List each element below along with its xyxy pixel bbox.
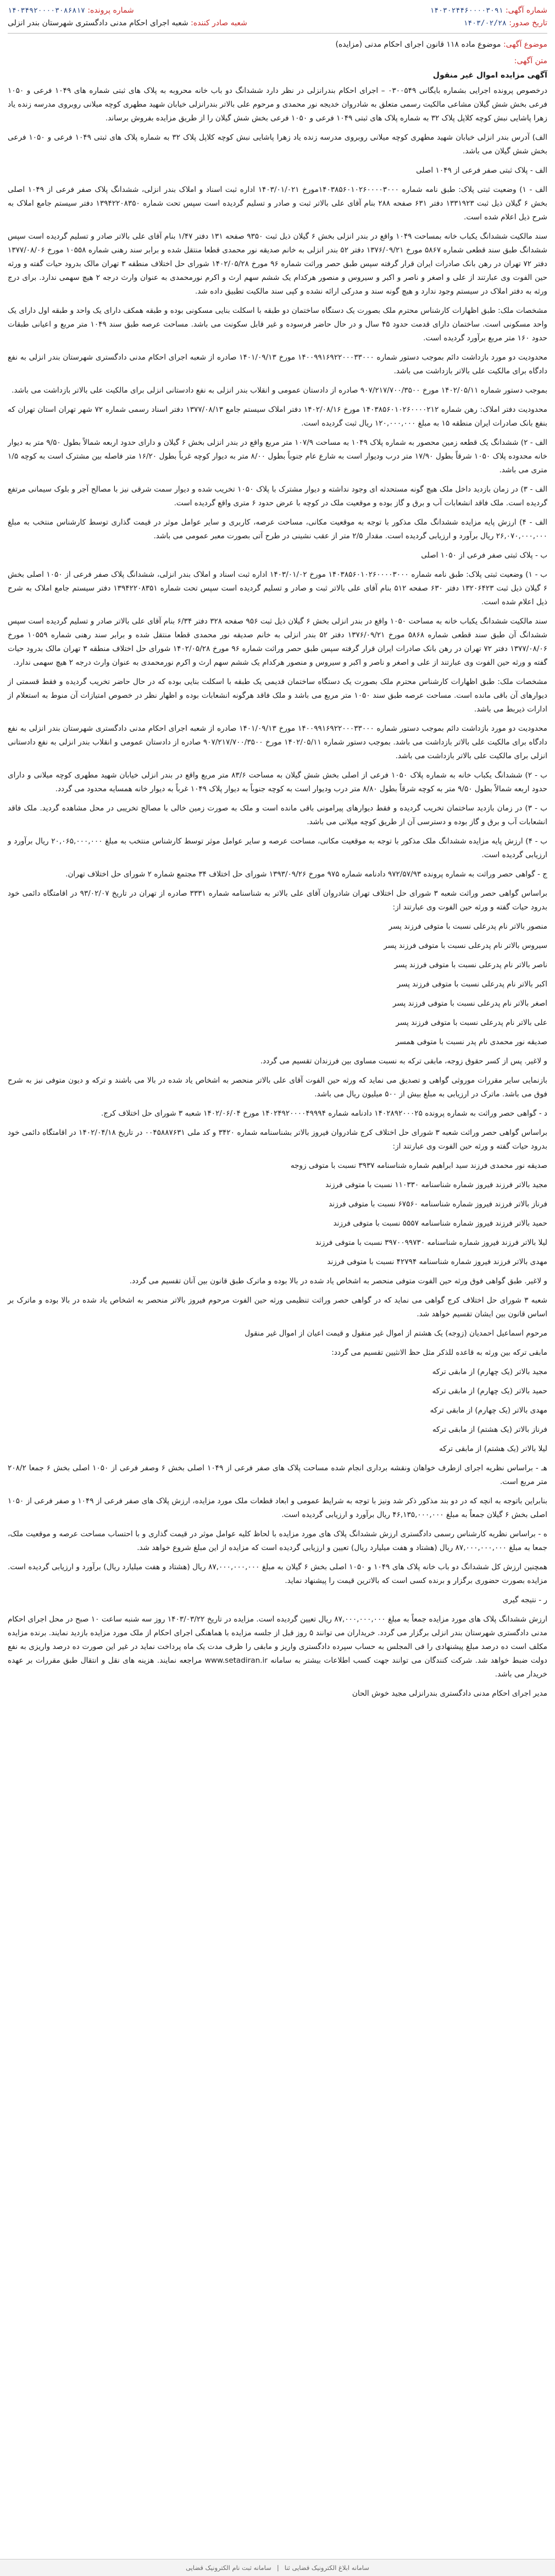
notice-paragraph: ر - نتیجه گیری: [502, 1596, 547, 1604]
notice-paragraph: الف - ۴) ارزش پایه مزایده ششدانگ ملک مذکور با توجه به موقعیت مکانی، مساحت عرصه، کاربری و سایر عوامل موثر در قیمت گذاری توسط کارشناس منتخب به مبلغ ۲۶,۰۷۰,۰۰۰,۰۰۰ ریال برآورد و ارزیابی گردیده است. مقدار ۲/۵ متر از عقب نشینی در طرح آتی بصورت معبر عمومی می باشد.: [8, 518, 547, 540]
notice-paragraph: حمید بالاتر فرزند فیروز شماره شناسنامه ۵۵۵۷ نسبت با متوفی فرزند: [333, 1219, 547, 1228]
notice-header: [8, 4, 547, 30]
notice-paragraph: ب - ۴) ارزش پایه مزایده ششدانگ ملک مذکور با توجه به موقعیت مکانی، مساحت عرصه و سایر عوامل موثر توسط کارشناس منتخب به مبلغ ۲۰,۰۶۵,۰۰۰,۰۰۰ ریال برآورد و ارزیابی گردیده است.: [8, 837, 547, 859]
notice-number: ۱۴۰۳۰۲۴۴۶۰۰۰۰۳۰۹۱: [430, 7, 503, 15]
footer-link-registration[interactable]: سامانه ثبت نام الکترونیک قضایی: [186, 2564, 271, 2572]
notice-body: [8, 84, 547, 1701]
notice-paragraph: ارزش ششدانگ پلاک های مورد مزایده جمعاً به مبلغ ۸۷,۰۰۰,۰۰۰,۰۰۰ ریال تعیین گردیده است. مزایده در تاریخ ۱۴۰۳/۰۳/۲۲ روز سه شنبه ساعت ۱۰ صبح در محل اجرای احکام مدنی دادگستری شهرستان بندر انزلی برگزار می گردد. خریداران می توانند ۵ روز قبل از جلسه مزایده با هماهنگی اجرای احکام از ملک مورد مزایده بازدید نمایند. برنده مزایده مکلف است ده درصد مبلغ پیشنهادی را فی المجلس به حساب سپرده دادگستری واریز و مابقی را ظرف مدت یک ماه پرداخت نماید در غیر این صورت ده درصد واریزی به نفع دولت ضبط خواهد شد. شرکت کنندگان می توانند جهت کسب اطلاعات بیشتر به سامانه www.setadiran.ir مراجعه نمایند. هزینه های نقل و انتقال طبق مقررات بر عهده خریدار می باشد.: [8, 1615, 548, 1679]
notice-number-label: شماره آگهی:: [505, 6, 547, 15]
notice-paragraph: ب - ۳) در زمان بازدید ساختمان تخریب گردیده و فقط دیوارهای پیرامونی باقی مانده است و ملک به صورت زمین خالی با مصالح تخریبی در محل مشاهده گردید. ملک فاقد انشعابات آب و برق و گاز بوده و دسترسی آن از طریق کوچه میلانی می باشد.: [8, 804, 547, 826]
notice-paragraph: بازنمایی سایر مقررات موروثی گواهی و تصدیق می نماید که ورثه حین الفوت آقای علی بالاتر منحصر به اشخاص یاد شده در بالا می باشند و ترکه و دیون متوفی نیز به شرح فوق می باشد. ماترک در ارزیابی به مبلغ بیش از ۵۰۰ میلیون ریال می باشد.: [8, 1076, 547, 1099]
notice-paragraph: مجید بالاتر (یک چهارم) از مابقی ترکه: [432, 1367, 547, 1376]
notice-paragraph: صدیقه نور محمدی نام پدر نسبت با متوفی همسر: [395, 1038, 547, 1046]
topic-label: موضوع آگهی:: [503, 40, 547, 49]
notice-paragraph: ج - گواهی حصر وراثت به شماره پرونده ۹۷۲/۵۷/۹۳ دادنامه شماره ۹۷۵ مورخ ۱۳۹۳/۰۹/۲۶ شورای حل اختلاف ۳۴ مجتمع شماره ۲ شورای حل اختلاف تهران.: [65, 870, 547, 879]
notice-paragraph: و لاغیر. پس از کسر حقوق زوجه، مابقی ترکه به نسبت مساوی بین فرزندان تقسیم می گردد.: [260, 1057, 547, 1066]
notice-paragraph: لیلا بالاتر (یک هشتم) از مابقی ترکه: [439, 1444, 547, 1453]
text-label: متن آگهی:: [514, 57, 547, 65]
header-left: [8, 4, 247, 29]
notice-paragraph: هـ - براساس نظریه اجرای ازطرف خواهان ونقشه برداری انجام شده مساحت پلاک های صفر فرعی از ۱۰۴۹ اصلی بخش ۶ وصفر فرعی از ۱۰۵۰ اصلی بخش ۶ جمعا ۲۰۸/۲ متر مربع است.: [8, 1464, 547, 1486]
issuer-name: شعبه اجرای احکام مدنی دادگستری شهرستان بندر انزلی: [8, 19, 188, 27]
notice-paragraph: الف - ۲) ششدانگ یک قطعه زمین محصور به شماره پلاک ۱۰۴۹ به مساحت ۱۰۷/۹ متر مربع واقع در بندر انزلی بخش ۶ گیلان و دارای حدود اربعه شمالاً بطول ۹/۵۰ متر به دیوار خانه محدوده پلاک ۱۰۵۰ شرقاً بطول ۱۷/۹۰ متر درب ودیوار است به شارع عام جنوباً بطول ۸/۰۰ متر به دیوار کوچه غرباً بطول ۱۶/۲۰ متر فاصله بین مشترک است به کوچه ۱/۵ متری می باشد.: [8, 438, 548, 475]
page-footer: [0, 2559, 555, 2576]
footer-link-sana[interactable]: سامانه ابلاغ الکترونیک قضایی ثنا: [284, 2564, 369, 2572]
notice-paragraph: مهدی بالاتر فرزند فیروز شماره شناسنامه ۴۲۷۹۴ نسبت با متوفی فرزند: [327, 1257, 547, 1266]
notice-paragraph: صدیقه نور محمدی فرزند سید ابراهیم شماره شناسنامه ۳۹۳۷ نسبت با متوفی زوجه: [290, 1161, 547, 1170]
notice-paragraph: و لاغیر. طبق گواهی فوق ورثه حین الفوت متوفی منحصر به اشخاص یاد شده در بالا بوده و ماترک طبق قانون بین آنان تقسیم می گردد.: [129, 1277, 547, 1286]
issue-date-label: تاریخ صدور:: [509, 19, 547, 27]
notice-paragraph: سند مالکیت ششدانگ یکباب خانه به مساحت ۱۰۵۰ واقع در بندر انزلی بخش ۶ گیلان ذیل ثبت ۹۵۶ صفحه ۳۲۸ دفتر ۶/۳۴ بنام آقای علی بالاتر صادر و تسلیم گردیده است سپس ششدانگ آن طبق سند قطعی شماره ۵۸۶۸ مورخ ۱۳۷۶/۰۹/۲۱ دفتر ۵۲ بندر انزلی به خانم صدیقه نور محمدی قطعا منتقل شده و برابر سند رهنی شماره ۱۰۵۵۹ مورخ ۱۳۷۷/۰۸/۰۶ دفتر ۷۲ تهران در رهن بانک صادرات ایران قرار گرفته سپس طبق حصر وراثت شماره ۹۶ مورخ ۱۴۰۲/۰۵/۲۸ شورای حل اختلاف منطقه ۳ تهران مالک بدرود حیات گفته و ورثه حین الفوت وی عبارتند از علی و اصغر و ناصر و اکبر و سیروس و منصور هرکدام یک ششم سهم ارث و اکرم نورمحمدی به عنوان وارث درجه ۲ هیچ سهمی ندارد.: [8, 617, 548, 667]
notice-paragraph: منصور بالاتر نام پدرعلی نسبت با متوفی فرزند پسر: [389, 922, 547, 931]
notice-paragraph: محدودیت دو مورد بازداشت دائم بموجب دستور شماره ۱۴۰۰۹۹۱۶۹۲۲۰۰۰۳۳۰۰۰ مورخ ۱۴۰۱/۰۹/۱۳ صادره از شعبه اجرای احکام مدنی دادگستری شهرستان بندر انزلی به نفع دادگاه برای مالکیت علی بالاتر بازداشت می باشد.: [8, 353, 547, 376]
notice-paragraph: مهدی بالاتر (یک چهارم) از مابقی ترکه: [430, 1406, 547, 1415]
notice-paragraph: شعبه ۳ شورای حل اختلاف کرج گواهی می نماید که در گواهی حصر وراثت تنظیمی ورثه حین الفوت مرحوم فیروز بالاتر منحصر به اشخاص یاد شده در بالا بوده و ماترک بر اساس قانون بین ایشان تقسیم خواهد شد.: [8, 1296, 547, 1319]
notice-paragraph: مابقی ترکه بین ورثه به قاعده للذکر مثل حظ الانثیین تقسیم می گردد:: [331, 1348, 547, 1357]
notice-paragraph: ب - پلاک ثبتی صفر فرعی از ۱۰۵۰ اصلی: [421, 551, 547, 560]
footer-separator: |: [276, 2564, 279, 2572]
notice-paragraph: علی بالاتر نام پدرعلی نسبت با متوفی فرزند پسر: [396, 1018, 547, 1027]
notice-paragraph: فرناز بالاتر (یک هشتم) از مابقی ترکه: [432, 1425, 547, 1434]
notice-paragraph: لیلا بالاتر فرزند فیروز شماره شناسنامه ۳۹۷۰۰۹۹۷۳۰ نسبت با متوفی فرزند: [315, 1238, 547, 1247]
notice-paragraph: مجید بالاتر فرزند فیروز شماره شناسنامه ۱۱۰۳۳۰ نسبت با متوفی فرزند: [325, 1181, 547, 1189]
notice-paragraph: اکبر بالاتر نام پدرعلی نسبت با متوفی فرزند پسر: [397, 980, 547, 989]
notice-paragraph: مرحوم اسماعیل احمدیان (زوجه) یک هشتم از اموال غیر منقول و قیمت اعیان از اموال غیر منقول: [245, 1329, 547, 1338]
notice-paragraph: بموجب دستور شماره ۱۴۰۲/۰۵/۱۱ مورخ ۹۰۷/۲۱۷/۷۰۰/۳۵۰۰ صادره از دادستان عمومی و انقلاب بندر انزلی به نفع دادستانی انزلی برای مالکیت علی بالاتر بازداشت می باشد.: [12, 386, 547, 395]
notice-paragraph: همچنین ارزش کل ششدانگ دو باب خانه پلاک های ۱۰۴۹ و ۱۰۵۰ اصلی بخش ۶ گیلان به مبلغ ۸۷,۰۰۰,۰۰۰,۰۰۰ ریال (هشتاد و هفت میلیارد ریال) برآورد و ارزیابی گردیده است. مزایده بصورت حضوری برگزار و برنده کسی است که بالاترین قیمت را پیشنهاد نماید.: [8, 1563, 547, 1585]
notice-paragraph: ه - براساس نظریه کارشناس رسمی دادگستری ارزش ششدانگ پلاک های مورد مزایده با لحاظ کلیه عوامل موثر در قیمت گذاری و با احتساب مساحت عرصه و موقعیت ملک، جمعا به مبلغ ۸۷,۰۰۰,۰۰۰,۰۰۰ ریال (هشتاد و هفت میلیارد ریال) تعیین و ارزیابی گردیده است که مزایده از این مبلغ شروع خواهد شد.: [8, 1530, 547, 1552]
notice-paragraph: الف - ۱) وضعیت ثبتی پلاک: طبق نامه شماره ۱۴۰۳۸۵۶۰۱۰۲۶۰۰۰۰۳۰۰۰مورخ ۱۴۰۳/۰۱/۰۲۱ اداره ثبت اسناد و املاک بندر انزلی، ششدانگ پلاک صفر فرعی از ۱۰۴۹ اصلی بخش ۶ گیلان ذیل ثبت ۱۳۳۱۹۲۳ دفتر ۶۳۱ صفحه ۲۸۸ بنام آقای علی بالاتر ثبت و صادر و تسلیم گردیده است سپس تحت شماره ۱۳۹۴۲۲۰۸۳۵۰ دفتر سیستم جامع املاک به شرح ذیل اعلام شده است.: [8, 185, 548, 222]
notice-paragraph: مشخصات ملک: طبق اظهارات کارشناس محترم ملک بصورت یک دستگاه ساختمان قدیمی یک طبقه با اسکلت بنایی بوده که در حال حاضر تخریب گردیده و فقط قسمتی از دیوارهای آن باقی مانده است. مساحت عرصه طبق سند ۱۰۵۰ متر مربع می باشد و ملک فاقد هرگونه انشعابات بوده و اظهار نظر در خصوص امتیازات آن منوط به استعلام از ادارات ذیربط می باشد.: [8, 677, 547, 714]
case-number: ۱۴۰۳۴۹۲۰۰۰۰۳۰۸۶۸۱۷: [8, 7, 85, 15]
notice-paragraph: سیروس بالاتر نام پدرعلی نسبت با متوفی فرزند پسر: [384, 941, 547, 950]
notice-paragraph: مشخصات ملک: طبق اظهارات کارشناس محترم ملک بصورت یک دستگاه ساختمان دو طبقه با اسکلت بنایی مسکونی بوده و طبقه همکف دارای یک واحد و طبقه اول دارای یک واحد مسکونی است. ساختمان دارای قدمت حدود ۴۵ سال و در حال حاضر فرسوده و غیر قابل سکونت می باشد. مساحت عرصه طبق سند ۱۰۴۹ متر مربع و اعیانی طبقات حدود ۱۶۰ متر مربع برآورد گردیده است.: [8, 306, 547, 343]
notice-paragraph: درخصوص پرونده اجرایی بشماره بایگانی ۰۳۰۰۵۴۹ – اجرای احکام بندرانزلی در نظر دارد ششدانگ دو باب خانه محروبه به پلاک های ثبتی شماره های ۱۰۴۹ فرعی و ۱۰۵۰ فرعی بخش شش گیلان مشاعی مالکیت رسمی متعلق به شادروان خدیجه نور محمدی و مرحوم علی بالاتر بندرانزلی خیابان شهید مطهری کوچه میلانی روبروی مدرسه زنده یاد زهرا پاشایی نبش کوچه کلاپل پلاک ۳۲ به شماره پلاک های ثبتی ۱۰۴۹ فرعی و ۱۰۵۰ فرعی بخش شش گیلان را از طریق مزایده بفروش برساند.: [8, 86, 547, 123]
notice-paragraph: سند مالکیت ششدانگ یکباب خانه بمساحت ۱۰۴۹ واقع در بندر انزلی بخش ۶ گیلان ذیل ثبت ۹۳۵۰ صفحه ۱۳۱ دفتر ۱/۴۷ بنام آقای علی بالاتر صادر و تسلیم گردیده است سپس ششدانگ طبق سند قطعی شماره ۵۸۶۷ مورخ ۱۳۷۶/۰۹/۲۱ دفتر ۵۲ بندر انزلی به خانم صدیقه نور محمدی قطعا منتقل شده و برابر سند رهنی شماره ۱۰۵۵۸ مورخ ۱۳۷۷/۰۸/۰۶ دفتر ۷۲ تهران در رهن بانک صادرات ایران قرار گرفته سپس طبق حصر وراثت شماره ۹۶ مورخ ۱۴۰۲/۰۵/۲۸ شورای حل اختلاف منطقه ۳ تهران مالک بدرود حیات گفته و ورثه حین الفوت وی عبارتند از علی و اصغر و ناصر و اکبر و سیروس و منصور هرکدام یک ششم سهم ارث و اکرم نورمحمدی به عنوان وارث درجه ۲ هیچ سهمی ندارد. برای درج ورثه به دفتر املاک در سیستم وجود ندارد و هیچ گونه سند و مدرکی ارائه نشده و کپی سند مالکیت تطبیق داده شد.: [8, 232, 547, 296]
notice-paragraph: محدودیت دفتر املاک: رهن شماره ۱۴۰۳۸۵۶۰۱۰۲۶۰۰۰۰۲۱۲ مورخ ۱۴۰۲/۰۸/۱۶ دفتر املاک سیستم جامع ۱۳۷۷/۰۸/۱۳ دفتر اسناد رسمی شماره ۷۲ شهر تهران استان تهران که بنفع بانک صادرات ایران منطقه ۱۵ به مبلغ ۱۲۰,۰۰۰,۰۰۰ ریال ثبت گردیده است.: [8, 405, 547, 428]
notice-title: آگهی مزایده اموال غیر منقول: [432, 71, 547, 80]
notice-paragraph: فرناز بالاتر فرزند فیروز شماره شناسنامه ۶۷۵۶۰ نسبت با متوفی فرزند: [329, 1200, 547, 1209]
notice-paragraph: اصغر بالاتر نام پدرعلی نسبت با متوفی فرزند پسر: [392, 999, 547, 1008]
notice-paragraph: ب - ۱) وضعیت ثبتی پلاک: طبق نامه شماره ۱۴۰۳۸۵۶۰۱۰۲۶۰۰۰۰۳۰۰۰ مورخ ۱۴۰۳/۰۱/۰۲ اداره ثبت اسناد و املاک بندر انزلی، ششدانگ پلاک صفر فرعی از ۱۰۵۰ اصلی بخش ۶ گیلان ذیل ثبت ۱۳۲۰۶۴۲۳ دفتر ۶۳۰ صفحه ۵۱۲ بنام آقای علی بالاتر ثبت و صادر و تسلیم گردیده است سپس تحت شماره ۱۳۹۴۲۲۰۸۳۵۱ دفتر سیستم جامع املاک به شرح ذیل اعلام شده است.: [8, 570, 548, 606]
topic-text: موضوع ماده ۱۱۸ قانون اجرای احکام مدنی (مزایده): [335, 40, 501, 49]
notice-paragraph: بنابراین باتوجه به انچه که در دو بند مذکور ذکر شد ونیز با توجه به شرایط عمومی و ابعاد قطعات ملک مورد مزایده، ارزش پلاک های صفر فرعی از ۱۰۴۹ و صفر فرعی از ۱۰۵۰ اصلی بخش ۶ گیلان جمعاً به مبلغ ۴۶,۱۳۵,۰۰۰,۰۰۰ ریال برآورد و ارزیابی گردیده است.: [8, 1497, 547, 1519]
case-number-label: شماره پرونده:: [87, 6, 134, 15]
issuer-label: شعبه صادر کننده:: [191, 19, 247, 27]
notice-paragraph: الف - پلاک ثبتی صفر فرعی از ۱۰۴۹ اصلی: [416, 166, 547, 175]
notice-paragraph: ب - ۲) ششدانگ یکباب خانه به شماره پلاک ۱۰۵۰ فرعی از اصلی بخش شش گیلان به مساحت ۸۳/۶ متر مربع واقع در بندر انزلی خیابان شهید مطهری کوچه میلانی و دارای حدود اربعه شمالاً بطول ۹/۵۰ متر به کوچه شرقاً بطول ۸/۸۰ متر درب ودیوار است به کوچه جنوباً به دیوار پلاک ۱۰۴۹ غرباً به دیوار خانه همسایه محدود می گردد.: [8, 771, 547, 793]
notice-paragraph: ناصر بالاتر نام پدرعلی نسبت با متوفی فرزند پسر: [394, 961, 547, 969]
notice-topic: [8, 38, 547, 51]
notice-paragraph: محدودیت دو مورد بازداشت دائم بموجب دستور شماره ۱۴۰۰۹۹۱۶۹۲۲۰۰۰۳۳۰۰۰ مورخ ۱۴۰۱/۰۹/۱۳ صادره از شعبه اجرای احکام مدنی دادگستری شهرستان بندر انزلی به نفع دادگاه برای مالکیت علی بالاتر بازداشت می باشد. بموجب دستور شماره ۱۴۰۲/۰۵/۱۱ مورخ ۹۰۷/۲۱۷/۷۰۰/۳۵۰۰ صادره از دادستان عمومی و انقلاب بندر انزلی به نفع دادستانی انزلی برای مالکیت علی بالاتر بازداشت می باشد.: [8, 724, 547, 760]
notice-paragraph: مدیر اجرای احکام مدنی دادگستری بندرانزلی مجید خوش الحان: [352, 1689, 547, 1698]
issue-date: ۱۴۰۳/۰۲/۲۸: [463, 19, 507, 27]
header-right: [430, 4, 547, 30]
notice-paragraph: الف) آدرس بندر انزلی خیابان شهید مطهری کوچه میلانی روبروی مدرسه زنده یاد زهرا پاشایی نبش کوچه کلاپل پلاک ۳۲ به شماره پلاک های ثبتی ۱۰۴۹ فرعی و ۱۰۵۰ فرعی بخش شش گیلان می باشد.: [8, 133, 548, 156]
notice-paragraph: براساس گواهی حصر وراثت شعبه ۳ شورای حل اختلاف تهران شادروان آقای علی بالاتر به شناسنامه شماره ۳۳۳۱ صادره از تهران در تاریخ ۹۳/۰۲/۰۷ در اقامتگاه دائمی خود بدرود حیات گفته و ورثه حین الفوت وی عبارتند از:: [8, 889, 547, 912]
notice-paragraph: د - گواهی حصر وراثت به شماره پرونده ۱۴۰۲۸۹۲۰۰۰۲۵ دادنامه شماره ۱۴۰۲۴۹۲۰۰۰۰۴۹۹۹۴ مورخ ۱۴۰۲/۰۶/۰۴ شعبه ۳ شورای حل اختلاف کرج.: [101, 1109, 547, 1118]
notice-paragraph: براساس گواهی حصر وراثت شعبه ۳ شورای حل اختلاف کرج شادروان فیروز بالاتر بشناسنامه شماره ۳۴۲۰ و کد ملی ۰۰۴۵۸۸۷۶۳۱ در تاریخ ۱۴۰۲/۰۴/۱۸ در اقامتگاه دائمی خود بدرود حیات گفته و ورثه حین الفوت وی عبارتند از:: [8, 1128, 547, 1151]
header-divider: [8, 33, 547, 34]
notice-paragraph: الف - ۳) در زمان بازدید داخل ملک هیچ گونه مستحدثه ای وجود نداشته و دیوار مشترک با پلاک ۱۰۵۰ تخریب شده و دیوار سمت شرقی نیز با مصالح آجر و بلوک سیمانی مرتفع گردیده است. ملک فاقد انشعابات آب و برق و گاز بوده و موقعیت ملک در کوچه با عرض حدود ۶ متری واقع گردیده است.: [8, 485, 547, 508]
notice-paragraph: حمید بالاتر (یک چهارم) از مابقی ترکه: [432, 1387, 547, 1395]
